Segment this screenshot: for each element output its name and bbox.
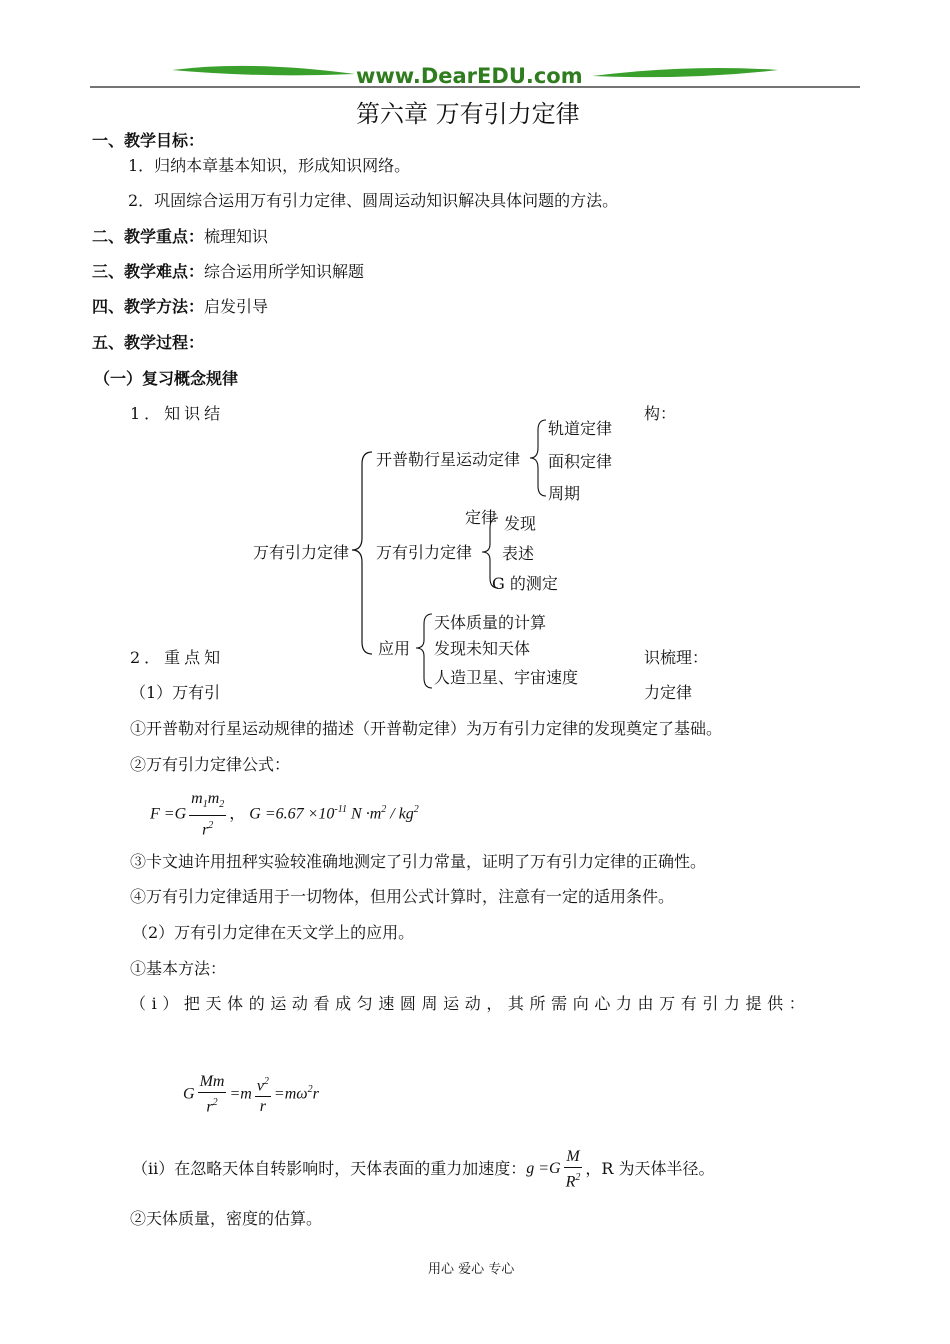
review-label-right: 识梳理： [644, 648, 709, 667]
tree-app-item-2: 发现未知天体 [434, 639, 531, 658]
goal-item-1: 1．归纳本章基本知识，形成知识网络。 [128, 156, 411, 175]
section-heading-3: 三、教学难点： [92, 262, 205, 281]
tree-branch-law: 万有引力定律 [376, 543, 473, 562]
tree-kepler-item-3: 周期 [548, 484, 581, 503]
page-footer: 用心 爱心 专心 [428, 1262, 515, 1277]
section-heading-1: 一、教学目标： [92, 131, 205, 150]
page-title: 第六章 万有引力定律 [356, 100, 580, 128]
tree-kepler-item-2: 面积定律 [548, 452, 613, 471]
formula-gravitation: F =G $\frac{m_1m_2}{r^2}$ ， $G =6.67 \times 10^{-11}$ $N \cdot m^2 / kg^2$ [150, 790, 419, 839]
review-point-4: ④万有引力定律适用于一切物体，但用公式计算时，注意有一定的适用条件。 [130, 887, 675, 906]
brace-kepler [530, 420, 546, 496]
knowledge-label-right: 构： [644, 404, 677, 423]
brace-root [352, 452, 372, 654]
tree-law-prefix: 定律 [465, 508, 498, 527]
method-item-2 [132, 1148, 715, 1191]
review-part1-right: 力定律 [644, 683, 693, 702]
review-part1-left: （1）万有引 [130, 683, 221, 702]
tree-branch-kepler: 开普勒行星运动定律 [376, 450, 521, 469]
section-2-value: 梳理知识 [204, 227, 269, 246]
review-label-left: 2．重点知 [130, 648, 225, 667]
formula-centripetal: G $\frac{Mm}{r^2}$ =m $\frac{v^2}{r}$ $=m\omega^2r$ [183, 1073, 319, 1116]
formula-gravity-accel: g =G $\frac{M}{R^2}$ [526, 1148, 581, 1191]
tree-app-item-3: 人造卫星、宇宙速度 [434, 668, 579, 687]
subsection-heading-1: （一）复习概念规律 [94, 369, 239, 388]
logo-text: www.DearEDU.com [356, 64, 583, 88]
section-heading-4: 四、教学方法： [92, 297, 205, 316]
tree-law-item-3: G 的测定 [492, 574, 558, 593]
tree-app-item-1: 天体质量的计算 [434, 613, 547, 632]
review-point-1: ①开普勒对行星运动规律的描述（开普勒定律）为万有引力定律的发现奠定了基础。 [130, 719, 723, 738]
section-heading-2: 二、教学重点： [92, 227, 205, 246]
goal-item-2: 2．巩固综合运用万有引力定律、圆周运动知识解决具体问题的方法。 [128, 191, 619, 210]
method-item-2-text: （ii）在忽略天体自转影响时，天体表面的重力加速度： [132, 1159, 527, 1179]
method-item-2-suffix: ，R 为天体半径。 [585, 1159, 715, 1179]
review-point-3: ③卡文迪许用扭秤实验较准确地测定了引力常量，证明了万有引力定律的正确性。 [130, 852, 707, 871]
tree-law-item-1: 发现 [504, 514, 537, 533]
review-point-2: ②万有引力定律公式： [130, 755, 291, 774]
section-3-value: 综合运用所学知识解题 [204, 262, 365, 281]
section-4-value: 启发引导 [204, 297, 269, 316]
tree-branch-application: 应用 [378, 639, 411, 658]
knowledge-label-left: 1．知识结 [130, 404, 225, 423]
tree-root: 万有引力定律 [253, 543, 350, 562]
tree-kepler-item-1: 轨道定律 [548, 419, 613, 438]
method-heading: ①基本方法： [130, 959, 227, 978]
estimate-heading: ②天体质量，密度的估算。 [130, 1209, 323, 1228]
tree-law-item-2: 表述 [502, 544, 535, 563]
brace-application [416, 614, 432, 688]
method-item-1: （i）把天体的运动看成匀速圆周运动，其所需向心力由万有引力提供： [130, 994, 811, 1013]
section-heading-5: 五、教学过程： [92, 333, 205, 352]
review-part2: （2）万有引力定律在天文学上的应用。 [132, 923, 415, 942]
